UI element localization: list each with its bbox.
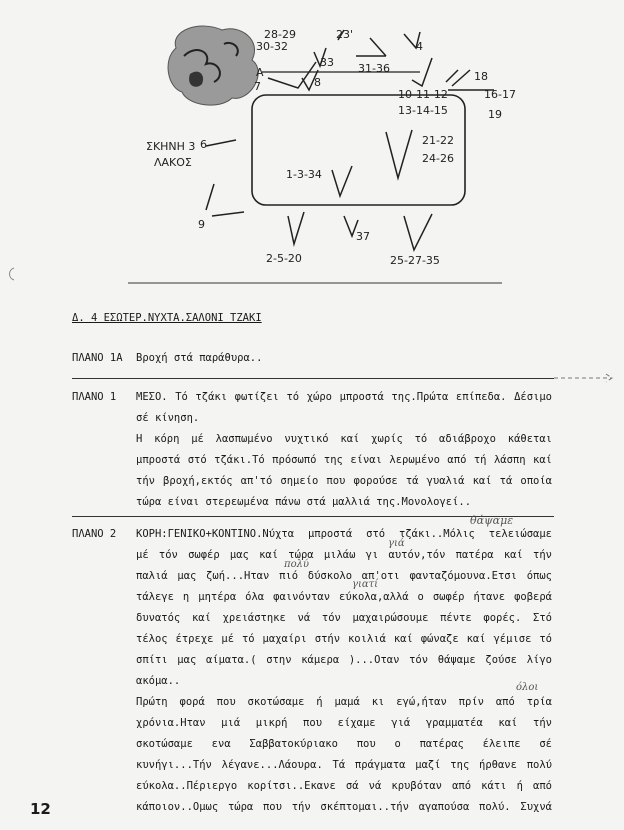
shot-2-body bbox=[136, 524, 552, 818]
shot-2-line: σπίτι μας αίματα.( στην κάμερα )...Οταν τόν θάψαμε ζούσε λίγο bbox=[136, 654, 552, 666]
mark-28-29: 28-29 bbox=[264, 28, 296, 41]
mark-6: 6 bbox=[200, 138, 207, 151]
mark-4: 4 bbox=[416, 40, 423, 53]
scene-heading: Δ. 4 ΕΣΩΤΕΡ.ΝΥΧΤΑ.ΣΑΛΟΝΙ ΤΖΑΚΙ bbox=[72, 312, 262, 324]
place-label: ΛΑΚΟΣ bbox=[154, 156, 192, 169]
shot-2-line: τάλεγε η μητέρα όλα φαινόνταν εύκολα,αλλά ο σωφέρ ήτανε φοβερά bbox=[136, 591, 552, 603]
mark-7: 7 bbox=[254, 80, 261, 93]
handwritten-note: γιατί bbox=[352, 579, 379, 590]
rock-sketch-icon bbox=[168, 26, 258, 105]
shot-1-label: ΠΛΑΝΟ 1 bbox=[72, 391, 117, 403]
handwritten-note: πολύ bbox=[284, 559, 310, 570]
handwritten-note: θάψαμε bbox=[470, 514, 514, 527]
mark-1-3-34: 1-3-34 bbox=[286, 168, 322, 181]
shot-2-line: χρόνια.Ηταν μιά μικρή που είχαμε γιά γραμματέα καί τήν bbox=[136, 717, 552, 729]
scene-label: ΣΚΗΝΗ 3 bbox=[146, 140, 196, 153]
shot-1-line: τήν βροχή,εκτός απ'τό σημείο που φορούσε τά γυαλιά καί τά οποία bbox=[136, 475, 552, 487]
mark-2-5-20: 2-5-20 bbox=[266, 252, 302, 265]
shot-1-line: Η κόρη μέ λασπωμένο νυχτικό καί χωρίς τό αδιάβροχο κάθεται bbox=[136, 433, 552, 445]
shot-2-line: εύκολα..Πέριεργο κορίτσι..Εκανε σά νά κρυβόταν από κάτι ή από bbox=[136, 780, 552, 792]
shot-1-body bbox=[136, 387, 552, 513]
shot-diagram bbox=[0, 0, 624, 290]
mark-18: 18 bbox=[474, 70, 488, 83]
shot-2-line: κυνήγι...Τήν λέγανε...Λάουρα. Τά πράγματα μαζί της ήρθανε πολύ bbox=[136, 759, 552, 771]
shot-1a-label: ΠΛΑΝΟ 1Α bbox=[72, 352, 123, 364]
shot-1-line: σέ κίνηση. bbox=[136, 412, 200, 424]
mark-21-22: 21-22 bbox=[422, 134, 454, 147]
mark-8: 8 bbox=[314, 76, 321, 89]
handwritten-note: γιά bbox=[388, 538, 405, 549]
shot-1-line: μπροστά στό τζάκι.Τό πρόσωπό της είναι λερωμένο από τή λάσπη καί bbox=[136, 454, 552, 466]
mark-24-26: 24-26 bbox=[422, 152, 454, 165]
shot-1a-line: Βροχή στά παράθυρα.. bbox=[136, 352, 263, 364]
shot-2-line: ακόμα.. bbox=[136, 675, 181, 687]
divider bbox=[72, 378, 554, 379]
shot-2-line: παλιά μας ζωή...Ηταν πιό δύσκολο απ'οτι φανταζόμουνα.Ετσι όπως bbox=[136, 570, 552, 582]
shot-2-line: σκοτώσαμε ενα Σαββατοκύριακο που ο πατέρας έλειπε σέ bbox=[136, 738, 552, 750]
mark-33: 33 bbox=[320, 56, 334, 69]
mark-9: 9 bbox=[198, 218, 205, 231]
mark-25-27-35: 25-27-35 bbox=[390, 254, 440, 267]
shot-2-line: δυνατός καί χρειάστηκε νά τόν μαχαιρώσουμε πέντε φορές. Στό bbox=[136, 612, 552, 624]
mark-23: 23' bbox=[336, 28, 354, 41]
mark-13-14-15: 13-14-15 bbox=[398, 104, 448, 117]
shot-1-line: ΜΕΣΟ. Τό τζάκι φωτίζει τό χώρο μπροστά της.Πρώτα επίπεδα. Δέσιμο bbox=[136, 391, 552, 403]
mark-A: A bbox=[256, 66, 264, 79]
handwritten-note: όλοι bbox=[516, 682, 539, 693]
mark-30-32: 30-32 bbox=[256, 40, 288, 53]
mark-37: 37 bbox=[356, 230, 370, 243]
mark-16-17: 16-17 bbox=[484, 88, 516, 101]
shot-2-line: Πρώτη φορά που σκοτώσαμε ή μαμά κι εγώ,ήταν πρίν από τρία bbox=[136, 696, 552, 708]
shot-2-line: κάποιον..Ομως τώρα που τήν σκέπτομαι..τήν αγαπούσα πολύ. Συχνά bbox=[136, 801, 552, 813]
arrow-icon bbox=[552, 372, 618, 384]
shot-1-line: τώρα είναι στερεωμένα πάνω στά μαλλιά της.Μονολογεί.. bbox=[136, 496, 472, 508]
mark-19: 19 bbox=[488, 108, 502, 121]
shot-2-line: τέλος έτρεχε μέ τό μαχαίρι στήν κοιλιά καί φώναζε καί γέμισε τό bbox=[136, 633, 552, 645]
shot-2-line: μέ τόν σωφέρ μας καί τώρα μιλάω γι αυτόν,τόν πατέρα καί τήν bbox=[136, 549, 552, 561]
mark-10-11-12: 10-11-12 bbox=[398, 88, 448, 101]
mark-31-36: 31-36 bbox=[358, 62, 390, 75]
shot-2-label: ΠΛΑΝΟ 2 bbox=[72, 528, 117, 540]
page-number: 12 bbox=[30, 800, 51, 818]
shot-2-line: ΚΟΡΗ:ΓΕΝΙΚΟ+ΚΟΝΤΙΝΟ.Νύχτα μπροστά στό τζάκι..Μόλις τελειώσαμε bbox=[136, 528, 552, 540]
